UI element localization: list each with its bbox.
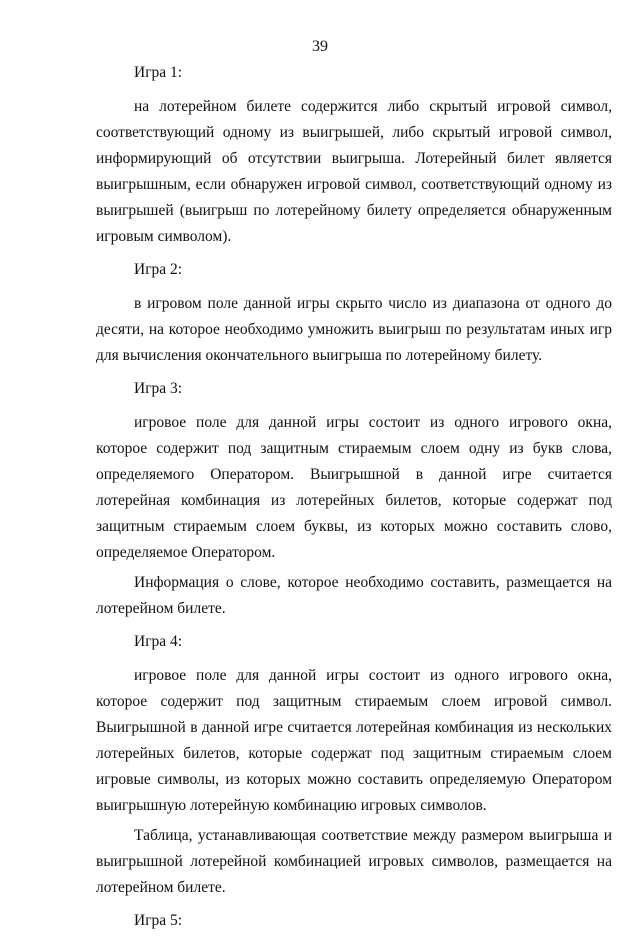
game-section-5 <box>96 909 612 933</box>
paragraph: игровое поле для данной игры состоит из одного игрового окна, которое содержит под защитным стираемым слоем одну из букв слова, определяемого Оператором. Выигрышной в данной игре считается лотерейная комбинация из лотерейных билетов, которые содержат под защитным стираемым слоем буквы, из которых можно составить слово, определяемое Оператором. <box>96 414 612 561</box>
game-section-4 <box>96 630 612 901</box>
paragraph: в игровом поле данной игры скрыто число из диапазона от одного до десяти, на которое необходимо умножить выигрыш по результатам иных игр для вычисления окончательного выигрыша по лотерейному билету. <box>96 295 612 364</box>
game-section-2 <box>96 258 612 369</box>
game-title: Игра 5: <box>134 912 183 929</box>
paragraph: на лотерейном билете содержится либо скрытый игровой символ, соответствующий одному из выигрышей, либо скрытый игровой символ, информирующий об отсутствии выигрыша. Лотерейный билет является выигрышным, если обнаружен игровой символ, соответствующий одному из выигрышей (выигрыш по лотерейному билету определяется обнаруженным игровым символом). <box>96 98 612 245</box>
game-section-1 <box>96 61 612 250</box>
document-body <box>96 61 612 942</box>
game-title: Игра 4: <box>134 633 183 650</box>
game-section-3 <box>96 377 612 622</box>
paragraph: Информация о слове, которое необходимо составить, размещается на лотерейном билете. <box>96 574 612 617</box>
paragraph: Таблица, устанавливающая соответствие между размером выигрыша и выигрышной лотерейной комбинацией игровых символов, размещается на лотерейном билете. <box>96 827 612 896</box>
page-number: 39 <box>312 38 328 55</box>
paragraph: игровое поле для данной игры состоит из одного игрового окна, которое содержит под защитным стираемым слоем игровой символ. Выигрышной в данной игре считается лотерейная комбинация из нескольких лотерейных билетов, которые содержат под защитным стираемым слоем игровые символы, из которых можно составить определяемую Оператором выигрышную лотерейную комбинацию игровых символов. <box>96 667 612 814</box>
game-title: Игра 3: <box>134 380 183 397</box>
game-title: Игра 1: <box>134 64 183 81</box>
game-title: Игра 2: <box>134 261 183 278</box>
